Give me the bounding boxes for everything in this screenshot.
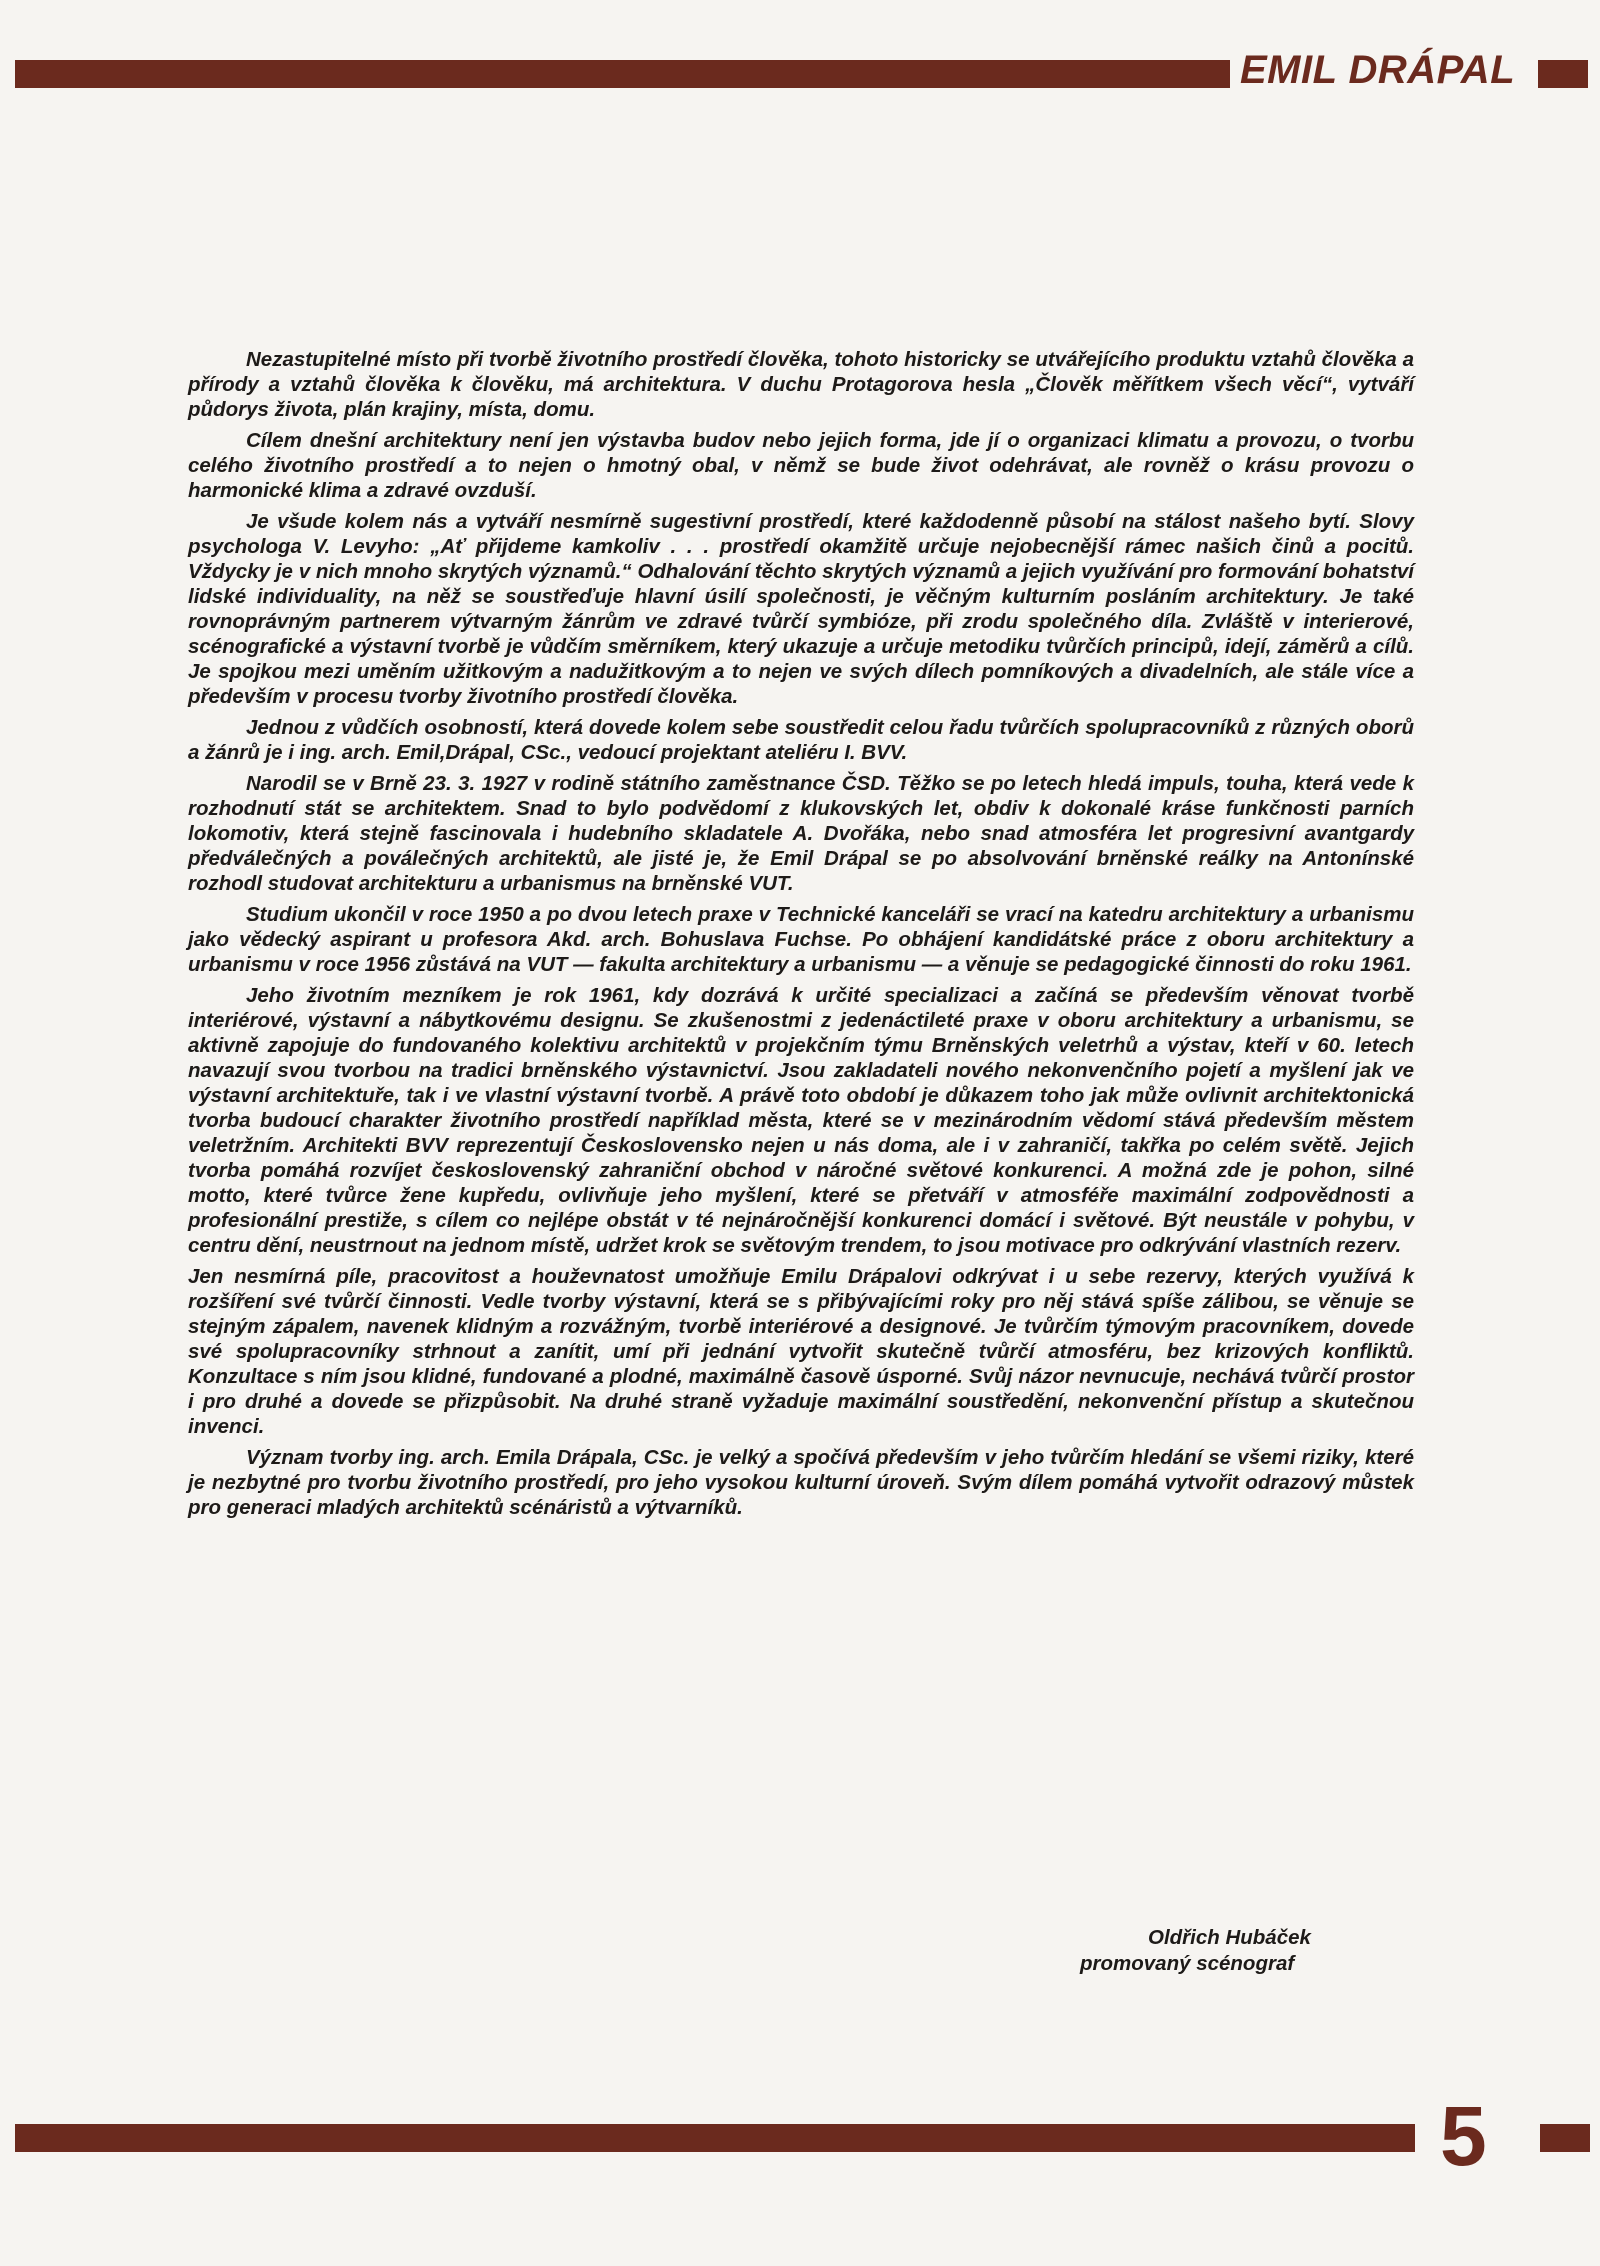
header-rule [15,60,1230,88]
paragraph-studies: Studium ukončil v roce 1950 a po dvou letech praxe v Technické kanceláři se vrací na katedru architektury a urbanismu jako vědecký aspirant u profesora Akd. arch. Bohuslava Fuchse. Po obhájení kandidátské práce z oboru architektury a urbanismu v roce 1956 zůstává na VUT — fakulta architektury a urbanismu — a věnuje se pedagogické činnosti do roku 1961. [188,903,1414,976]
paragraph-significance: Význam tvorby ing. arch. Emila Drápala, CSc. je velký a spočívá především v jeho tvůrčím hledání se všemi riziky, které je nezbytné pro tvorbu životního prostředí, pro jeho vysokou kulturní úroveň. Svým dílem pomáhá vytvořit odrazový můstek pro generaci mladých architektů scénáristů a výtvarníků. [188,1446,1414,1519]
article-body [188,347,1414,1526]
paragraph-birth: Narodil se v Brně 23. 3. 1927 v rodině státního zaměstnance ČSD. Těžko se po letech hledá impuls, touha, která vede k rozhodnutí stát se architektem. Snad to bylo podvědomí z klukovských let, obdiv k dokonalé kráse funkčnosti parních lokomotiv, která stejně fascinovala i hudebního skladatele A. Dvořáka, nebo snad atmosféra let progresivní avantgardy předválečných a poválečných architektů, ale jisté je, že Emil Drápal se po absolvování brněnské reálky na Antonínské rozhodl studovat architekturu a urbanismus na brněnské VUT. [188,772,1414,895]
signature [1080,1925,1311,1977]
footer-rule-end [1540,2124,1590,2152]
author-title: promovaný scénograf [1080,1952,1295,1975]
paragraph-intro: Nezastupitelné místo při tvorbě životního prostředí člověka, tohoto historicky se utvářejícího produktu vztahů člověka a přírody a vztahů člověka k člověku, má architektura. V duchu Protagorova hesla „Člověk měřítkem všech věcí“, vytváří půdorys života, plán krajiny, místa, domu. [188,348,1414,421]
author-name: Oldřich Hubáček [1148,1926,1311,1949]
paragraph-milestone: Jeho životním mezníkem je rok 1961, kdy dozrává k určité specializaci a začíná se především věnovat tvorbě interiérové, výstavní a nábytkovému designu. Se zkušenostmi z jedenáctileté praxe v oboru architektury a urbanismu, se aktivně zapojuje do fundovaného kolektivu architektů v projekčním týmu Brněnských veletrhů a výstav, kteří v 60. letech navazují svou tvorbou na tradici brněnského výstavnictví. Jsou zakladateli nového nekonvenčního pojetí a myšlení jak ve výstavní architektuře, tak i ve vlastní výstavní tvorbě. A právě toto období je důkazem toho jak může ovlivnit architektonická tvorba budoucí charakter životního prostředí například města, které se v mezinárodním vědomí stává především městem veletržním. Architekti BVV reprezentují Československo nejen u nás doma, ale i v zahraničí, takřka po celém světě. Jejich tvorba pomáhá rozvíjet československý zahraniční obchod v náročné světové konkurenci. A možná zde je pohon, silné motto, které tvůrce žene kupředu, ovlivňuje jeho myšlení, které se přetváří v atmosféře maximální zodpovědnosti a profesionální prestiže, s cílem co nejlépe obstát v té nejnáročnější konkurenci domácí i světové. Být neustále v pohybu, v centru dění, neustrnout na jednom místě, udržet krok se světovým trendem, to jsou motivace pro odkrývání vlastních rezerv. [188,984,1414,1257]
page-number: 5 [1440,2089,1487,2183]
paragraph-personality: Jednou z vůdčích osobností, která dovede kolem sebe soustředit celou řadu tvůrčích spolupracovníků z různých oborů a žánrů je i ing. arch. Emil,Drápal, CSc., vedoucí projektant ateliéru I. BVV. [188,716,1414,764]
footer-rule [15,2124,1415,2152]
header-rule-end [1538,60,1588,88]
paragraph-environment: Je všude kolem nás a vytváří nesmírně sugestivní prostředí, které každodenně působí na stálost našeho bytí. Slovy psychologa V. Levyho: „Ať přijdeme kamkoliv . . . prostředí okamžitě určuje nejobecnější rámec našich činů a pocitů. Vždycky je v nich mnoho skrytých významů.“ Odhalování těchto skrytých významů a jejich využívání pro formování bohatství lidské individuality, na něž se soustřeďuje hlavní úsilí společnosti, je věčným kulturním posláním architektury. Je také rovnoprávným partnerem výtvarným žánrům ve zdravé tvůrčí symbióze, při zrodu společného díla. Zvláště v interierové, scénografické a výstavní tvorbě je vůdčím směrníkem, který ukazuje a určuje metodiku tvůrčích principů, idejí, záměrů a cílů. Je spojkou mezi uměním užitkovým a nadužitkovým a to nejen ve svých dílech pomníkových a divadelních, ale stále více a především v procesu tvorby životního prostředí člověka. [188,510,1414,708]
header-title: EMIL DRÁPAL [1240,48,1516,92]
paragraph-aim: Cílem dnešní architektury není jen výstavba budov nebo jejich forma, jde jí o organizaci klimatu a provozu, o tvorbu celého životního prostředí a to nejen o hmotný obal, v němž se bude život odehrávat, ale rovněž o krásu provozu o harmonické klima a zdravé ovzduší. [188,429,1414,502]
paragraph-diligence: Jen nesmírná píle, pracovitost a houževnatost umožňuje Emilu Drápalovi odkrývat i u sebe rezervy, kterých využívá k rozšíření své tvůrčí činnosti. Vedle tvorby výstavní, která se s přibývajícími roky pro něj stává spíše zálibou, se věnuje se stejným zápalem, navenek klidným a rozvážným, tvorbě interiérové a designové. Je tvůrčím týmovým pracovníkem, dovede své spolupracovníky strhnout a zanítit, umí při jednání vytvořit skutečně tvůrčí atmosféru, bez krizových konfliktů. Konzultace s ním jsou klidné, fundované a plodné, maximálně časově úsporné. Svůj názor nevnucuje, nechává tvůrčí prostor i pro druhé a dovede se přizpůsobit. Na druhé straně vyžaduje maximální soustředění, nekonvenční přístup a skutečnou invenci. [188,1265,1414,1438]
